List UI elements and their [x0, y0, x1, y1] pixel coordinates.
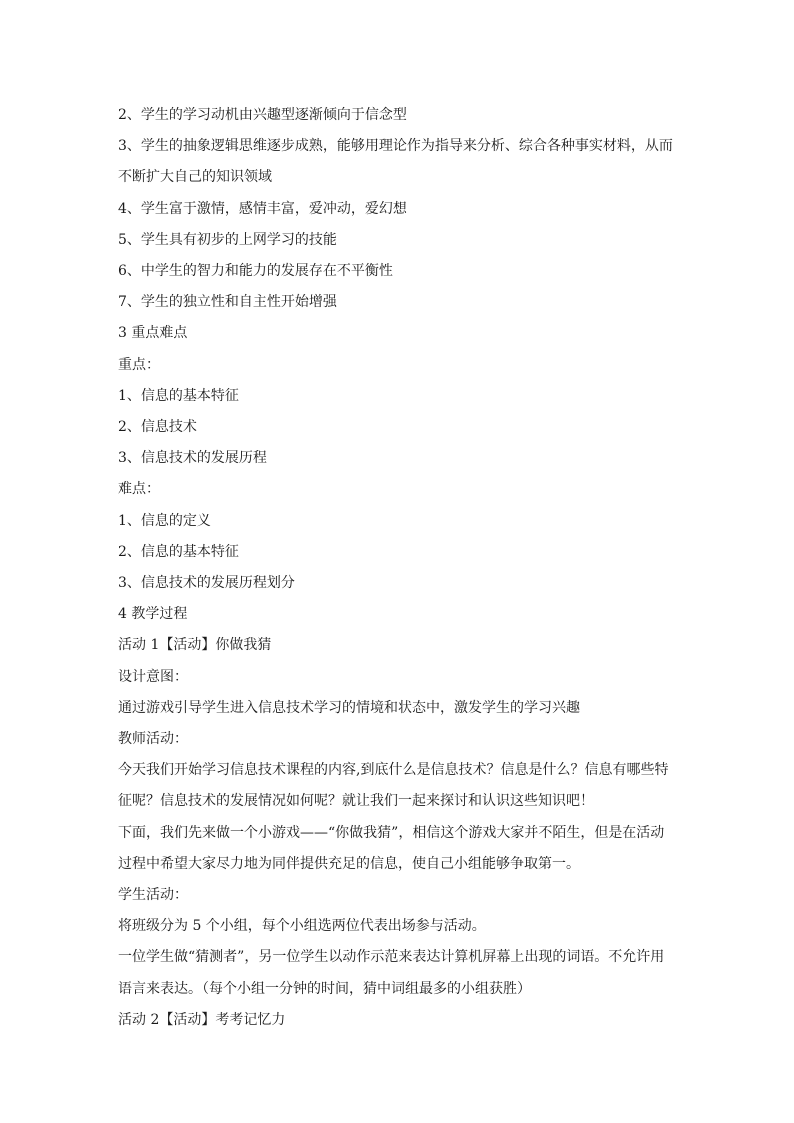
subheading-design-intent: 设计意图：	[118, 668, 188, 685]
text-line-difficulty-1: 1、信息的定义	[118, 512, 211, 529]
text-line-teacher-intro: 今天我们开始学习信息技术课程的内容,到底什么是信息技术？信息是什么？信息有哪些特征呢？信息技术的发展情况如何呢？就让我们一起来探讨和认识这些知识吧！	[118, 762, 669, 810]
section-heading-teaching-process: 4 教学过程	[118, 606, 188, 623]
text-line-imbalance: 6、中学生的智力和能力的发展存在不平衡性	[118, 263, 393, 280]
text-line-motivation: 2、学生的学习动机由兴趣型逐渐倾向于信念型	[118, 107, 407, 123]
activity-heading-2: 活动 2【活动】考考记忆力	[118, 1011, 286, 1028]
text-line-game-rules: 一位学生做“猜测者”，另一位学生以动作示范来表达计算机屏幕上出现的词语。不允许用语言来表达。（每个小组一分钟的时间，猜中词组最多的小组获胜）	[118, 949, 665, 997]
text-line-key-2: 2、信息技术	[118, 419, 197, 436]
subheading-student-activity: 学生活动：	[118, 887, 188, 904]
subheading-difficulties: 难点：	[118, 481, 160, 498]
text-line-online-skills: 5、学生具有初步的上网学习的技能	[118, 231, 337, 248]
text-line-difficulty-3: 3、信息技术的发展历程划分	[118, 575, 295, 592]
section-heading-key-points: 3 重点难点	[118, 325, 188, 342]
subheading-teacher-activity: 教师活动：	[118, 731, 188, 748]
text-line-difficulty-2: 2、信息的基本特征	[118, 543, 239, 560]
text-line-key-1: 1、信息的基本特征	[118, 387, 239, 404]
subheading-key-points: 重点：	[118, 356, 160, 373]
activity-heading-1: 活动 1【活动】你做我猜	[118, 637, 272, 654]
text-line-independence: 7、学生的独立性和自主性开始增强	[118, 294, 337, 311]
text-line-abstract-thinking: 3、学生的抽象逻辑思维逐步成熟，能够用理论作为指导来分析、综合各种事实材料，从而不断扩大自己的知识领域	[118, 138, 673, 186]
document-page	[118, 100, 678, 1036]
text-line-passion: 4、学生富于激情，感情丰富，爱冲动，爱幻想	[118, 200, 407, 217]
text-line-game-intro: 下面，我们先来做一个小游戏——“你做我猜”，相信这个游戏大家并不陌生，但是在活动过程中希望大家尽力地为同伴提供充足的信息，使自己小组能够争取第一。	[118, 824, 665, 872]
text-line-design-intent: 通过游戏引导学生进入信息技术学习的情境和状态中，激发学生的学习兴趣	[118, 699, 580, 716]
text-line-key-3: 3、信息技术的发展历程	[118, 450, 267, 467]
text-line-groups: 将班级分为 5 个小组，每个小组选两位代表出场参与活动。	[118, 918, 486, 935]
